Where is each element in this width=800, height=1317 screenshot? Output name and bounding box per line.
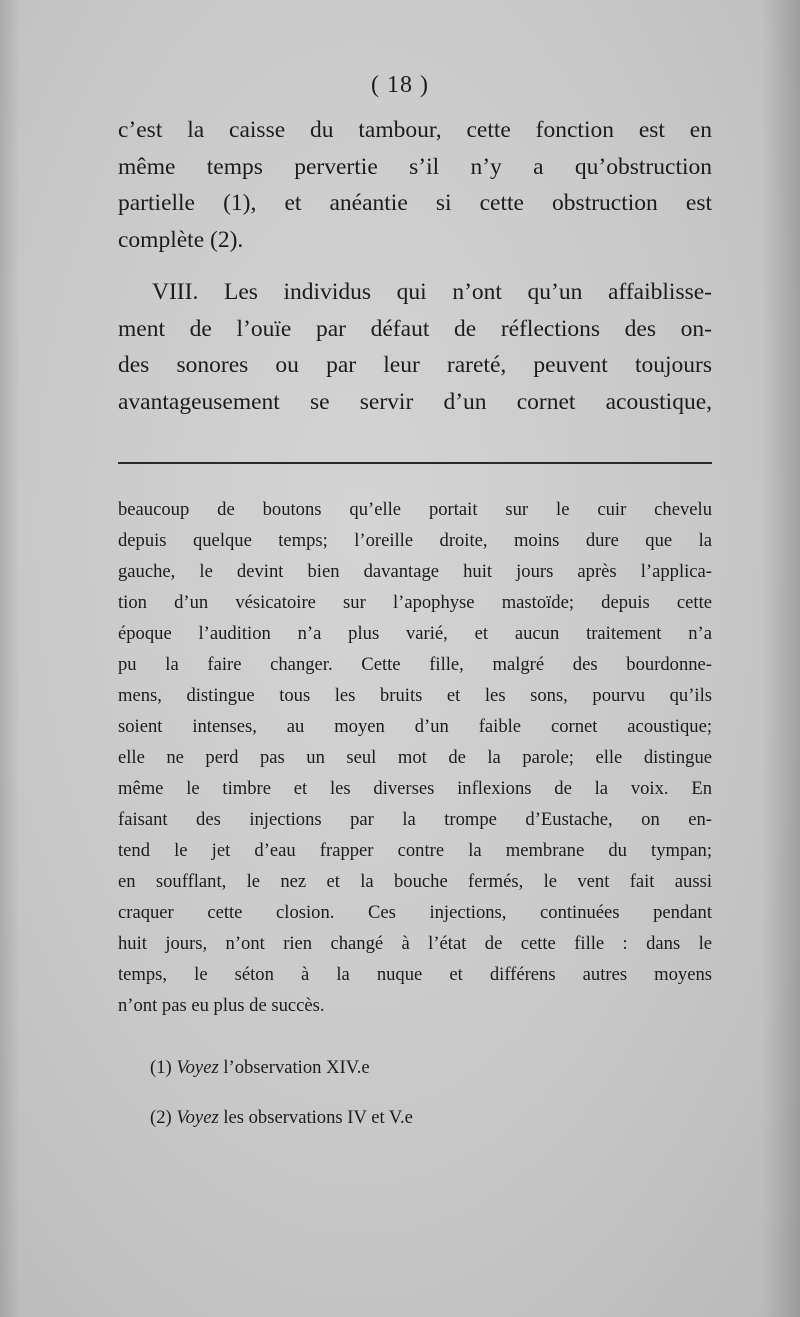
note-text-line: elle ne perd pas un seul mot de la parole; elle distingue [118, 747, 712, 768]
footnote-voyez: Voyez [176, 1107, 219, 1128]
note-text-line: temps, le séton à la nuque et différens autres moyens [118, 964, 712, 985]
section-text-line: des sonores ou par leur rareté, peuvent toujours [118, 352, 712, 378]
note-text-line: soient intenses, au moyen d’un faible cornet acoustique; [118, 716, 712, 737]
footnote-text: l’observation XIV.e [218, 1057, 370, 1078]
note-text-line: depuis quelque temps; l’oreille droite, moins dure que la [118, 530, 712, 551]
section-text-line: VIII. Les individus qui n’ont qu’un affaiblisse- [152, 279, 712, 305]
note-text-line: tion d’un vésicatoire sur l’apophyse mastoïde; depuis cette [118, 592, 712, 613]
note-text-line: en soufflant, le nez et la bouche fermés, le vent fait aussi [118, 871, 712, 892]
section-text-line: avantageusement se servir d’un cornet acoustique, [118, 388, 712, 415]
note-text-line: craquer cette closion. Ces injections, continuées pendant [118, 902, 712, 923]
note-text-line: beaucoup de boutons qu’elle portait sur le cuir chevelu [118, 499, 712, 520]
footnotes [118, 1043, 712, 1143]
main-text-line: partielle (1), et anéantie si cette obstruction est [118, 190, 712, 216]
note-text [118, 494, 712, 1021]
page-shadow-left [0, 0, 20, 1317]
footnote [118, 1043, 712, 1093]
note-text-line: époque l’audition n’a plus varié, et aucun traitement n’a [118, 623, 712, 644]
note-text-line: faisant des injections par la trompe d’Eustache, on en- [118, 809, 712, 830]
main-text [118, 112, 712, 420]
note-text-line: huit jours, n’ont rien changé à l’état de cette fille : dans le [118, 933, 712, 954]
footnote-text: les observations IV et V.e [218, 1107, 413, 1128]
page-shadow-right [762, 0, 800, 1317]
main-text-line: même temps pervertie s’il n’y a qu’obstruction [118, 153, 712, 180]
footnote-voyez: Voyez [176, 1057, 219, 1078]
note-text-line: mens, distingue tous les bruits et les sons, pourvu qu’ils [118, 685, 712, 706]
footnote [118, 1093, 712, 1143]
note-separator-rule [118, 462, 712, 464]
footnote-marker: (2) [150, 1107, 172, 1128]
note-text-line: tend le jet d’eau frapper contre la membrane du tympan; [118, 840, 712, 861]
note-text-line: pu la faire changer. Cette fille, malgré des bourdonne- [118, 654, 712, 675]
note-text-line: n’ont pas eu plus de succès. [118, 995, 325, 1016]
footnote-marker: (1) [150, 1057, 172, 1078]
note-text-line: même le timbre et les diverses inflexions de la voix. En [118, 778, 712, 799]
main-text-line: c’est la caisse du tambour, cette fonction est en [118, 117, 712, 143]
main-text-line: complète (2). [118, 226, 244, 253]
page-number: ( 18 ) [371, 72, 429, 98]
note-text-line: gauche, le devint bien davantage huit jours après l’applica- [118, 561, 712, 582]
section-text-line: ment de l’ouïe par défaut de réflections des on- [118, 315, 712, 342]
